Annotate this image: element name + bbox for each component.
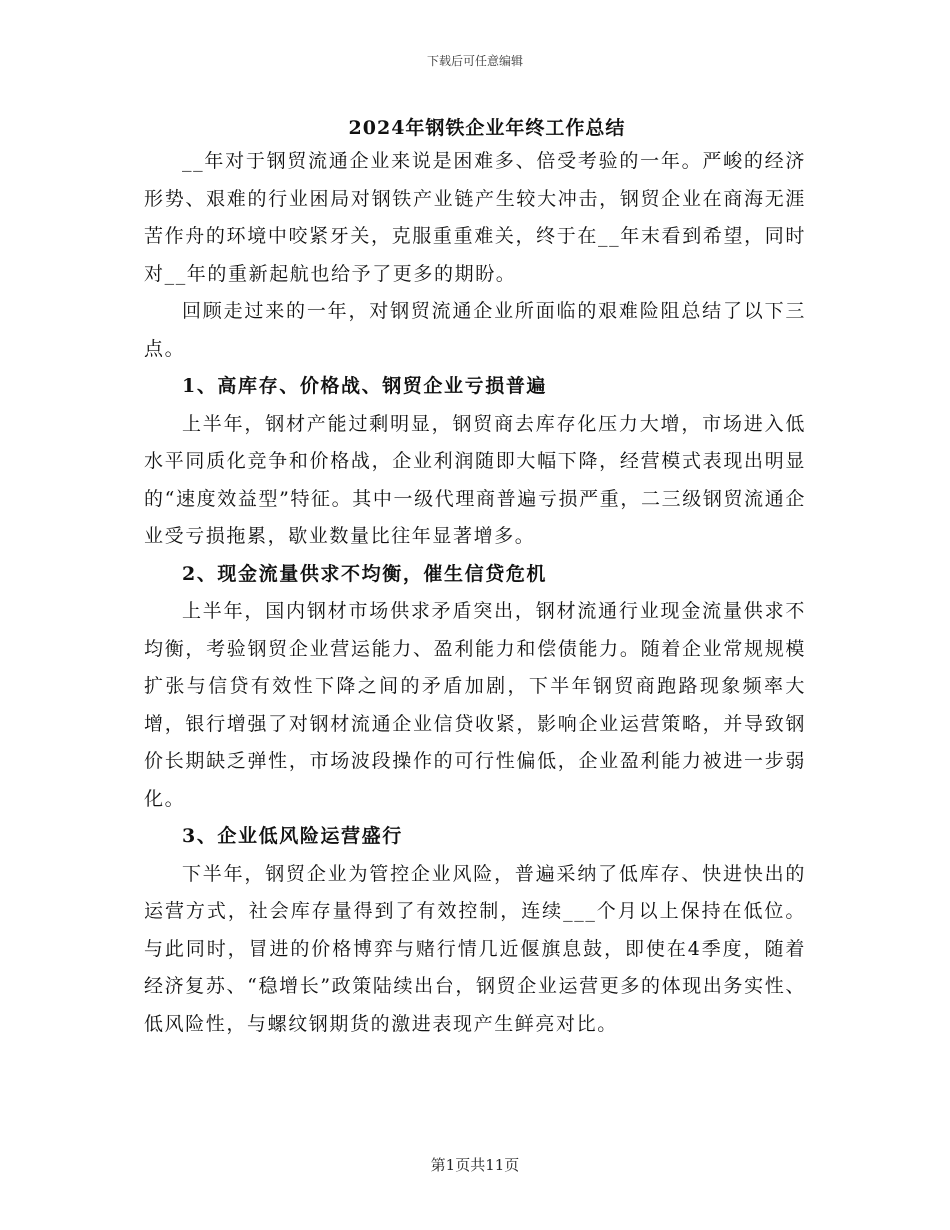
section-2-heading: 2、现金流量供求不均衡，催生信贷危机	[182, 562, 548, 585]
document-body	[144, 143, 806, 1043]
section-1-heading: 1、高库存、价格战、钢贸企业亏损普遍	[182, 375, 548, 397]
section-2-body: 上半年，国内钢材市场供求矛盾突出，钢材流通行业现金流量供求不均衡，考验钢贸企业营运能力、盈利能力和偿债能力。随着企业常规规模扩张与信贷有效性下降之间的矛盾加剧，下半年钢贸商跑路现象频率大增，银行增强了对钢材流通企业信贷收紧，影响企业运营策略，并导致钢价长期缺乏弹性，市场波段操作的可行性偏低，企业盈利能力被进一步弱化。	[144, 600, 806, 810]
section-1-body: 上半年，钢材产能过剩明显，钢贸商去库存化压力大增，市场进入低水平同质化竞争和价格战，企业利润随即大幅下降，经营模式表现出明显的“速度效益型”特征。其中一级代理商普遍亏损严重，二三级钢贸流通企业受亏损拖累，歇业数量比往年显著增多。	[144, 412, 806, 547]
section-3-heading: 3、企业低风险运营盛行	[182, 825, 403, 847]
intro-paragraph-1: __年对于钢贸流通企业来说是困难多、倍受考验的一年。严峻的经济形势、艰难的行业困局对钢铁产业链产生较大冲击，钢贸企业在商海无涯苦作舟的环境中咬紧牙关，克服重重难关，终于在__年末看到希望，同时对__年的重新起航也给予了更多的期盼。	[144, 150, 806, 285]
page-header-note: 下载后可任意编辑	[426, 54, 523, 68]
intro-paragraph-2: 回顾走过来的一年，对钢贸流通企业所面临的艰难险阻总结了以下三点。	[144, 300, 806, 360]
page-number: 第1页共11页	[430, 1156, 520, 1174]
document-title: 2024年钢铁企业年终工作总结	[348, 117, 626, 139]
section-3-body: 下半年，钢贸企业为管控企业风险，普遍采纳了低库存、快进快出的运营方式，社会库存量得到了有效控制，连续___个月以上保持在低位。与此同时，冒进的价格博弈与赌行情几近偃旗息鼓，即使在4季度，随着经济复苏、“稳增长”政策陆续出台，钢贸企业运营更多的体现出务实性、低风险性，与螺纹钢期货的激进表现产生鲜亮对比。	[144, 862, 806, 1035]
